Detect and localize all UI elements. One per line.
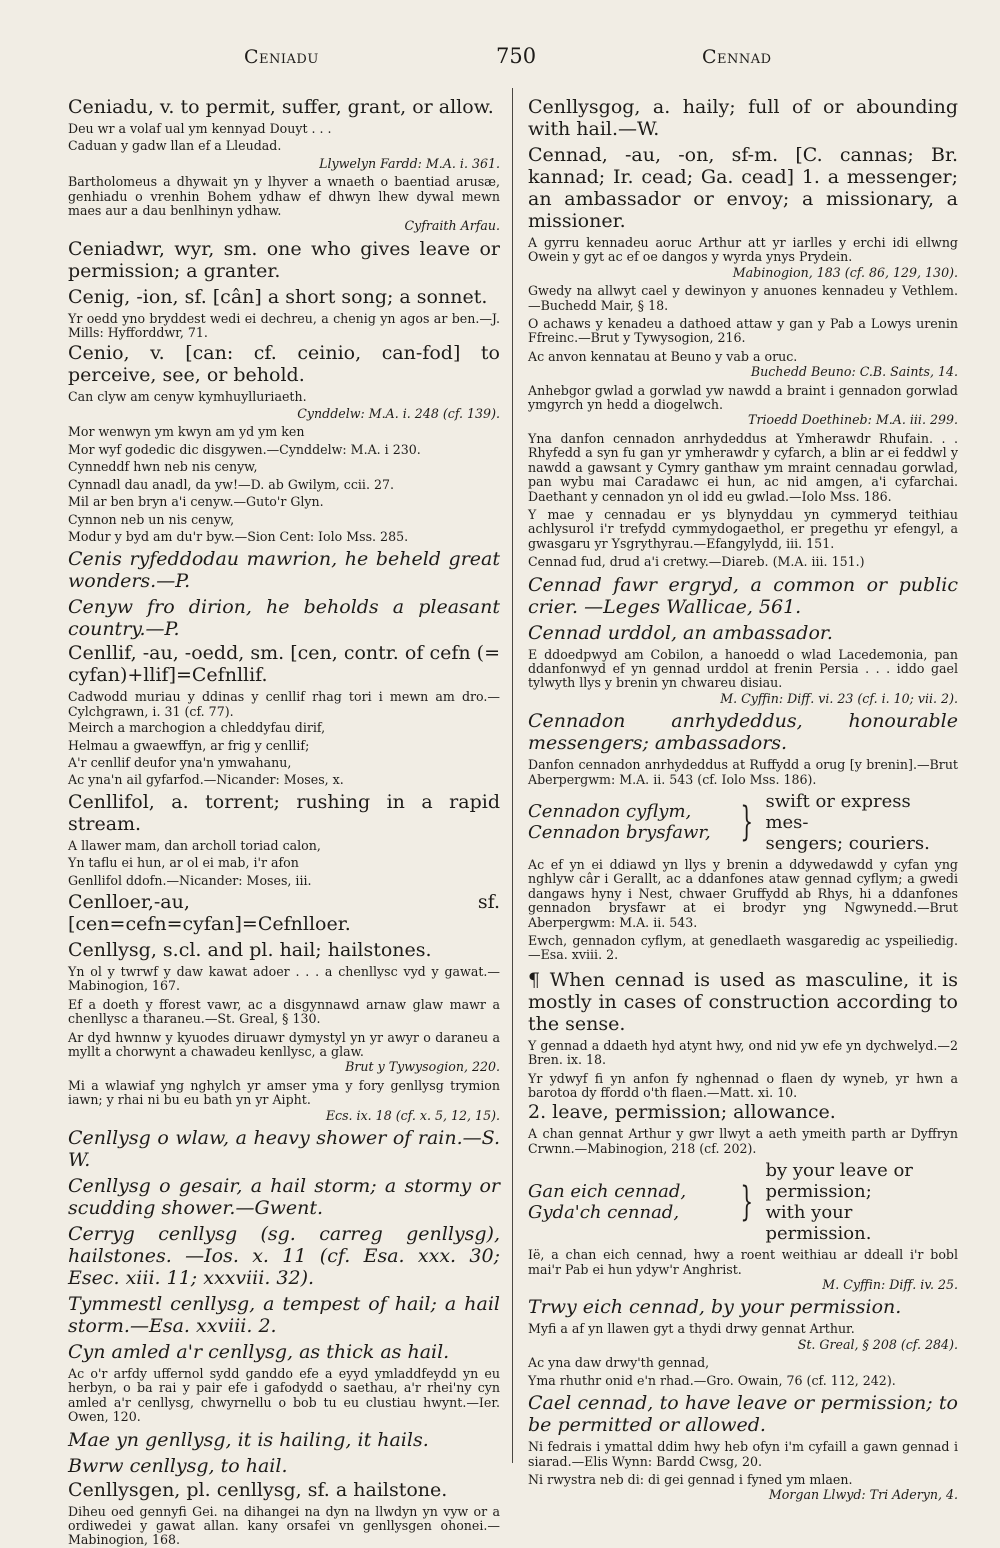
citation-line: Can clyw am cenyw kymhuylluriaeth. <box>68 388 307 404</box>
phrase-pair <box>528 1160 958 1244</box>
quotation: Ië, a chan eich cennad, hwy a roent weithiau ar ddeall i'r bobl mai'r Pab ei hun ydyw'r Anghrist. <box>528 1247 958 1277</box>
citation-line: Ac yna daw drwy'th gennad, <box>528 1355 710 1371</box>
citation-source: Cyfraith Arfau. <box>404 218 500 234</box>
quotation: Yna danfon cennadon anrhydeddus at Ymherawdr Rhufain. . . Rhyfedd a syn fu gan yr ymherawdr y cyfarch, a blin ar ei feddwl y nawdd a gawsant y Cymry ganthaw ym mraint cennadau gorwlad, pan wybu mai Caradawc ei hun, ac nid amgen, a'i cyfarchai. Daethant y cennadon yn ol idd eu gwlad.—Iolo Mss. 186. <box>528 430 958 504</box>
citation-source: Brut y Tywysogion, 220. <box>345 1059 500 1075</box>
citation-source: Cynddelw: M.A. i. 248 (cf. 139). <box>297 406 500 422</box>
column-divider <box>512 88 513 1463</box>
phrase-variant: Cennadon brysfawr, <box>528 822 711 844</box>
quotation: Bartholomeus a dhywait yn y lhyver a wnaeth o baentiad arusæ, genhiadu o vrenhin Bohem ydhaw ef dhwyn lhew dywal mewn maes aur a dau benlhinyn ydhaw. <box>68 174 500 219</box>
quotation: Ar dyd hwnnw y kyuodes diruawr dymystyl yn yr awyr o daraneu a myllt a chorwynt a chawadeu kenllysc, a glaw. <box>68 1029 500 1059</box>
phrase-entry: Cenyw fro dirion, he beholds a pleasant country.—P. <box>68 596 500 641</box>
citation-line: Meirch a marchogion a chleddyfau dirif, <box>68 720 326 736</box>
quotation: Ac anvon kennatau at Beuno y vab a oruc. <box>528 348 798 364</box>
quotation: Yr oedd yno bryddest wedi ei dechreu, a chenig yn agos ar ben.—J. Mills: Hyfforddwr, 71. <box>68 310 500 341</box>
headword-entry: Ceniadwr, wyr, sm. one who gives leave or permission; a granter. <box>68 237 500 282</box>
citation-source: M. Cyffin: Diff. iv. 25. <box>822 1277 958 1293</box>
phrase-entry: Cael cennad, to have leave or permission; to be permitted or allowed. <box>528 1392 958 1437</box>
quotation: Mi a wlawiaf yng nghylch yr amser yma y fory genllysg trymion iawn; y rhai ni bu eu bath yn yr Aipht. <box>68 1077 500 1108</box>
citation-line: Cynneddf hwn neb nis cenyw, <box>68 459 258 475</box>
citation-source: Mabinogion, 183 (cf. 86, 129, 130). <box>732 264 958 280</box>
meaning-line: with your permission. <box>765 1202 872 1245</box>
page-header <box>62 40 954 80</box>
running-head-right: Cennad <box>702 46 772 68</box>
headword-entry: Cenio, v. [can: cf. ceinio, can-fod] to perceive, see, or behold. <box>68 341 500 386</box>
quotation: Ac ef yn ei ddiawd yn llys y brenin a ddywedawdd y cyfan yng nghlyw câr i Gerallt, ac a ddanfones ataw gennad cyflym; a gwedi dangaws hyny i Nest, chwaer Gruffydd ab Rhys, hi a ddanfones gennadon brysfawr at ei brodyr yng Ngwynedd.—Brut Aberpergwm: M.A. ii. 543. <box>528 856 958 930</box>
phrase-entry: Cerryg cenllysg (sg. carreg genllysg), hailstones. —Ios. x. 11 (cf. Esa. xxx. 30; Esec. xiii. 11; xxxviii. 32). <box>68 1223 500 1290</box>
left-column <box>68 96 500 1548</box>
citation-source: Llywelyn Fardd: M.A. i. 361. <box>319 155 500 171</box>
phrase-entry: Cenis ryfeddodau mawrion, he beheld great wonders.—P. <box>68 548 500 593</box>
quotation: Cennad fud, drud a'i cretwy.—Diareb. (M.A. iii. 151.) <box>528 554 865 570</box>
meaning-line: sengers; couriers. <box>765 832 930 854</box>
usage-note: ¶ When cennad is used as masculine, it is mostly in cases of construction according to the sense. <box>528 968 958 1035</box>
citation-source: Buchedd Beuno: C.B. Saints, 14. <box>750 364 958 380</box>
quotation: Danfon cennadon anrhydeddus at Ruffydd a orug [y brenin].—Brut Aberpergwm: M.A. ii. 543 (cf. Iolo Mss. 186). <box>528 757 958 787</box>
phrase-variants <box>528 1181 728 1223</box>
quotation: Y mae y cennadau er ys blynyddau yn cymmeryd teithiau achlysurol i'r trefydd cymmydogaethol, er pregethu yr efengyl, a gwasgaru yr Ysgrythyrau.—Efangylydd, iii. 151. <box>528 506 958 551</box>
quotation: Anhebgor gwlad a gorwlad yw nawdd a braint i gennadon gorwlad ymgyrch yn hedd a diogelwch. <box>528 382 958 413</box>
meaning-line: by your leave or permission; <box>765 1160 913 1203</box>
right-column <box>528 96 958 1503</box>
quotation: Diheu oed gennyfi Gei. na dihangei na dyn na llwdyn yn vyw or a ordiwedei y gawat allan. kany orsafei vn genllysgen ohonei.—Mabinogion, 168. <box>68 1503 500 1548</box>
quotation: Ni fedrais i ymattal ddim hwy heb ofyn i'm cyfaill a gawn gennad i siarad.—Elis Wynn: Bardd Cwsg, 20. <box>528 1439 958 1469</box>
headword-entry: Cenllifol, a. torrent; rushing in a rapid stream. <box>68 790 500 835</box>
quotation: O achaws y kenadeu a dathoed attaw y gan y Pab a Lowys urenin Ffreinc.—Brut y Tywysogion, 216. <box>528 316 958 346</box>
phrase-entry: Cennadon anrhydeddus, honourable messengers; ambassadors. <box>528 710 958 755</box>
citation-line: Yma rhuthr onid e'n rhad.—Gro. Owain, 76 (cf. 112, 242). <box>528 1372 896 1388</box>
phrase-entry: Bwrw cenllysg, to hail. <box>68 1454 288 1477</box>
phrase-entry: Mae yn genllysg, it is hailing, it hails. <box>68 1428 429 1451</box>
citation-source: M. Cyffin: Diff. vi. 23 (cf. i. 10; vii. 2). <box>720 690 958 706</box>
quotation: A chan gennat Arthur y gwr llwyt a aeth ymeith parth ar Dyffryn Crwnn.—Mabinogion, 218 (cf. 202). <box>528 1126 958 1156</box>
phrase-entry: Cenllysg o gesair, a hail storm; a stormy or scudding shower.—Gwent. <box>68 1175 500 1220</box>
phrase-variants <box>528 801 728 843</box>
quotation: Gwedy na allwyt cael y dewinyon y anuones kennadeu y Vethlem.—Buchedd Mair, § 18. <box>528 283 958 313</box>
quotation: Y gennad a ddaeth hyd atynt hwy, ond nid yw efe yn dychwelyd.—2 Bren. ix. 18. <box>528 1037 958 1068</box>
quotation: A gyrru kennadeu aoruc Arthur att yr iarlles y erchi idi ellwng Owein y gyt ac ef oe dangos y wyrda ynys Prydein. <box>528 235 958 265</box>
phrase-entry: Cennad urddol, an ambassador. <box>528 621 833 644</box>
citation-line: Cynnadl dau anadl, da yw!—D. ab Gwilym, ccii. 27. <box>68 476 394 492</box>
citation-line: Cynnon neb un nis cenyw, <box>68 511 235 527</box>
quotation: Ewch, gennadon cyflym, at genedlaeth wasgaredig ac yspeiliedig.—Esa. xviii. 2. <box>528 933 958 963</box>
phrase-variant: Gan eich cennad, <box>528 1181 687 1203</box>
phrase-entry: Cenllysg o wlaw, a heavy shower of rain.—S. W. <box>68 1127 500 1172</box>
citation-source: Ecs. ix. 18 (cf. x. 5, 12, 15). <box>325 1107 500 1123</box>
citation-source: Trioedd Doethineb: M.A. iii. 299. <box>748 412 958 428</box>
headword-entry: 2. leave, permission; allowance. <box>528 1101 836 1124</box>
meaning-line: swift or express mes- <box>765 790 911 833</box>
phrase-entry: Trwy eich cennad, by your permission. <box>528 1296 902 1319</box>
citation-line: Mor wyf godedic dic disgywen.—Cynddelw: M.A. i 230. <box>68 441 421 457</box>
phrase-entry: Cyn amled a'r cenllysg, as thick as hail. <box>68 1341 450 1364</box>
citation-line: Ac yna'n ail gyfarfod.—Nicander: Moses, x. <box>68 772 344 788</box>
citation-line: Modur y byd am du'r byw.—Sion Cent: Iolo Mss. 285. <box>68 528 409 544</box>
headword-entry: Cenig, -ion, sf. [cân] a short song; a sonnet. <box>68 285 488 308</box>
citation-line: A llawer mam, dan archoll toriad calon, <box>68 837 321 853</box>
headword-entry: Cenllysg, s.cl. and pl. hail; hailstones. <box>68 938 432 961</box>
headword-entry: Ceniadu, v. to permit, suffer, grant, or allow. <box>68 96 494 118</box>
phrase-meaning <box>765 791 958 854</box>
brace: } <box>740 799 754 846</box>
phrase-entry: Cennad fawr ergryd, a common or public crier. —Leges Wallicae, 561. <box>528 573 958 618</box>
headword-entry: Cenllif, -au, -oedd, sm. [cen, contr. of cefn (= cyfan)+llif]=Cefnllif. <box>68 642 500 687</box>
quotation: Yr ydwyf fi yn anfon fy nghennad o flaen dy wyneb, yr hwn a barotoa dy ffordd o'th flaen.—Matt. xi. 10. <box>528 1070 958 1101</box>
running-head-left: Ceniadu <box>244 46 319 68</box>
citation-line: Yn taflu ei hun, ar ol ei mab, i'r afon <box>68 855 299 871</box>
quotation: Ef a doeth y fforest vawr, ac a disgynnawd arnaw glaw mawr a chenllysc a tharaneu.—St. Greal, § 130. <box>68 996 500 1027</box>
headword-entry: Cenlloer,-au, sf. [cen=cefn=cyfan]=Cefnlloer. <box>68 890 500 935</box>
quotation: Ac o'r arfdy uffernol sydd ganddo efe a eyyd ymladdfeydd yn eu herbyn, o ba rai y pair efe i gafodydd o saethau, a'r rhei'ny cyn amled a'r cenllysg, chwyrnellu o bob tu eu clustiau hwynt.—Ier. Owen, 120. <box>68 1366 500 1425</box>
phrase-variant: Gyda'ch cennad, <box>528 1202 680 1224</box>
citation-line: Deu wr a volaf ual ym kennyad Douyt . . . <box>68 121 332 136</box>
citation-line: Caduan y gadw llan ef a Lleudad. <box>68 138 282 154</box>
citation-line: Mil ar ben bryn a'i cenyw.—Guto'r Glyn. <box>68 494 324 510</box>
page-number: 750 <box>496 44 537 68</box>
citation-line: A'r cenllif deufor yna'n ymwahanu, <box>68 754 292 770</box>
citation-line: Helmau a gwaewffyn, ar frig y cenllif; <box>68 737 310 753</box>
phrase-entry: Tymmestl cenllysg, a tempest of hail; a hail storm.—Esa. xxviii. 2. <box>68 1293 500 1338</box>
quotation: Myfi a af yn llawen gyt a thydi drwy gennat Arthur. <box>528 1321 855 1337</box>
quotation: Cadwodd muriau y ddinas y cenllif rhag tori i mewn am dro.—Cylchgrawn, i. 31 (cf. 77). <box>68 689 500 719</box>
quotation: Ni rwystra neb di: di gei gennad i fyned ym mlaen. <box>528 1471 853 1487</box>
citation-source: St. Greal, § 208 (cf. 284). <box>797 1336 958 1352</box>
citation-source: Morgan Llwyd: Tri Aderyn, 4. <box>768 1487 958 1503</box>
brace: } <box>740 1179 754 1226</box>
phrase-pair <box>528 791 958 854</box>
citation-line: Mor wenwyn ym kwyn am yd ym ken <box>68 424 305 440</box>
quotation: E ddoedpwyd am Cobilon, a hanoedd o wlad Lacedemonia, pan ddanfonwyd ef yn gennad urddol at frenin Persia . . . iddo gael tylwyth llys y brenin yn chwareu disiau. <box>528 646 958 691</box>
headword-entry: Cennad, -au, -on, sf-m. [C. cannas; Br. kannad; Ir. cead; Ga. cead] 1. a messenger; an ambassador or envoy; a missionary, a missioner. <box>528 144 958 232</box>
phrase-meaning <box>765 1160 958 1244</box>
citation-line: Genllifol ddofn.—Nicander: Moses, iii. <box>68 872 312 888</box>
phrase-variant: Cennadon cyflym, <box>528 801 692 823</box>
quotation: Yn ol y twrwf y daw kawat adoer . . . a chenllysc vyd y gawat.—Mabinogion, 167. <box>68 963 500 994</box>
headword-entry: Cenllysgog, a. haily; full of or abounding with hail.—W. <box>528 96 958 140</box>
headword-entry: Cenllysgen, pl. cenllysg, sf. a hailstone. <box>68 1478 448 1501</box>
